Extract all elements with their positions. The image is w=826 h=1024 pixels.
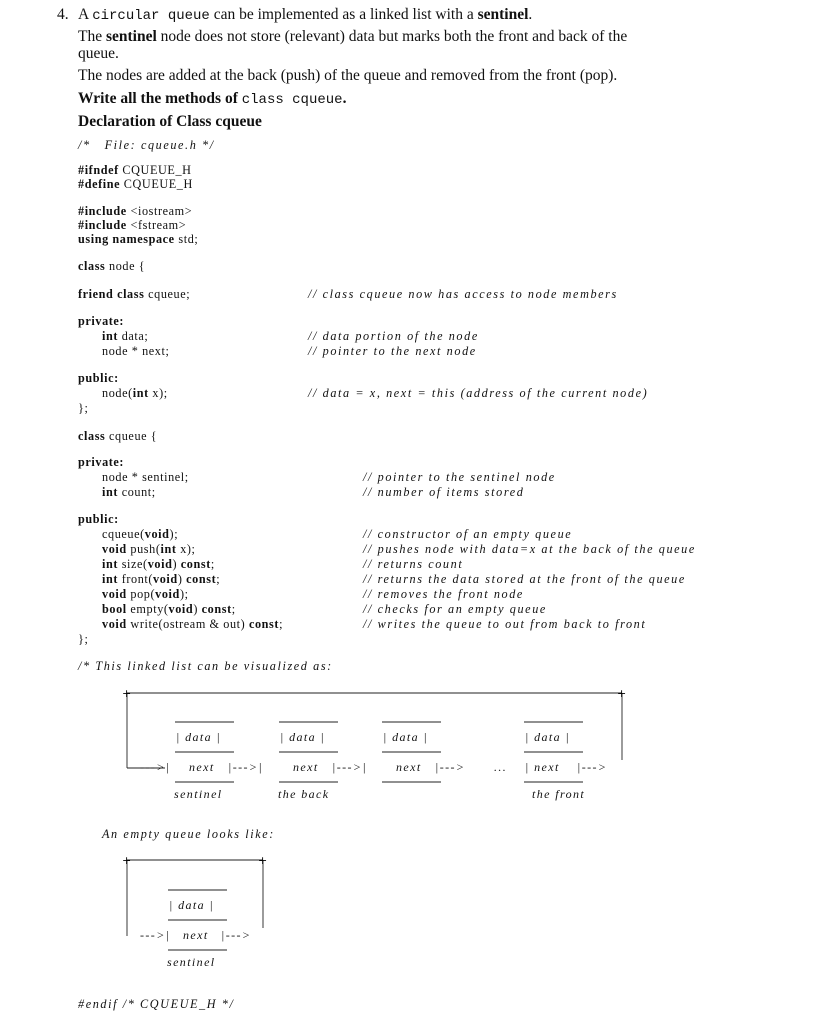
empty-node-next: next — [183, 928, 209, 942]
friend-decl: friend class cqueue; — [78, 287, 191, 301]
node-back-data: | data | — [280, 730, 326, 744]
cqueue-public: public: — [78, 512, 119, 526]
node-sentinel-data: | data | — [176, 730, 222, 744]
cqueue-close: }; — [78, 632, 89, 646]
data-comment: // data portion of the node — [308, 329, 479, 343]
arrow-front-out: |---> — [577, 760, 608, 774]
arrow-into-sentinel: --->| — [140, 760, 171, 774]
intro-line-3: queue. — [78, 45, 119, 62]
method-pop-comment: // removes the front node — [363, 587, 524, 601]
arrow-back-to-middle: |--->| — [332, 760, 368, 774]
method-write-comment: // writes the queue to out from back to front — [363, 617, 647, 631]
method-constructor: cqueue(void); — [102, 527, 179, 541]
node-constructor-comment: // data = x, next = this (address of the current node) — [308, 386, 649, 400]
endif-line: #endif /* CQUEUE_H */ — [78, 997, 235, 1011]
method-push-comment: // pushes node with data=x at the back of the queue — [363, 542, 696, 556]
sentinel-comment: // pointer to the sentinel node — [363, 470, 556, 484]
method-front-comment: // returns the data stored at the front of the queue — [363, 572, 686, 586]
svg-text:+: + — [258, 854, 268, 867]
empty-queue-diagram — [100, 850, 400, 970]
file-comment: /* File: cqueue.h */ — [78, 138, 215, 152]
node-public: public: — [78, 371, 119, 385]
method-front: int front(void) const; — [102, 572, 221, 586]
node-close: }; — [78, 401, 89, 415]
data-member: int data; — [102, 329, 149, 343]
define-line: #define CQUEUE_H — [78, 177, 193, 191]
node-front-data: | data | — [525, 730, 571, 744]
label-sentinel: sentinel — [174, 787, 223, 801]
empty-node-data: | data | — [169, 898, 215, 912]
svg-text:+: + — [122, 854, 132, 867]
sentinel-member: node * sentinel; — [102, 470, 189, 484]
class-cqueue-decl: class cqueue { — [78, 429, 158, 443]
arrow-middle-out: |---> — [435, 760, 466, 774]
ifndef-line: #ifndef CQUEUE_H — [78, 163, 192, 177]
next-member: node * next; — [102, 344, 170, 358]
section-heading: Declaration of Class cqueue — [78, 113, 262, 130]
node-middle-data: | data | — [383, 730, 429, 744]
intro-line-4: The nodes are added at the back (push) of the queue and removed from the front (pop). — [78, 67, 618, 84]
empty-arrow-in: --->| — [140, 928, 171, 942]
label-the-front: the front — [532, 787, 586, 801]
svg-text:+: + — [122, 687, 132, 700]
using-namespace: using namespace std; — [78, 232, 199, 246]
node-constructor: node(int x); — [102, 386, 168, 400]
intro-line-2: The sentinel node does not store (relevant) data but marks both the front and back of the — [78, 28, 628, 45]
task-instruction: Write all the methods of class cqueue. — [78, 90, 347, 108]
empty-label-sentinel: sentinel — [167, 955, 216, 969]
intro-line-1: A circular queue can be implemented as a linked list with a sentinel. — [78, 6, 533, 24]
node-middle-next: next — [396, 760, 422, 774]
include-iostream: #include <iostream> — [78, 204, 193, 218]
ellipsis: ... — [494, 760, 508, 774]
method-write: void write(ostream & out) const; — [102, 617, 284, 631]
node-front-next: | next — [525, 760, 560, 774]
next-comment: // pointer to the next node — [308, 344, 477, 358]
method-push: void push(int x); — [102, 542, 196, 556]
question-number: 4. — [57, 6, 69, 23]
include-fstream: #include <fstream> — [78, 218, 187, 232]
count-member: int count; — [102, 485, 156, 499]
method-constructor-comment: // constructor of an empty queue — [363, 527, 573, 541]
method-empty-comment: // checks for an empty queue — [363, 602, 547, 616]
svg-text:+: + — [617, 687, 627, 700]
label-the-back: the back — [278, 787, 330, 801]
method-size: int size(void) const; — [102, 557, 215, 571]
node-private: private: — [78, 314, 125, 328]
empty-arrow-out: |---> — [221, 928, 252, 942]
arrow-sentinel-to-back: |--->| — [228, 760, 264, 774]
method-empty: bool empty(void) const; — [102, 602, 236, 616]
cqueue-private: private: — [78, 455, 125, 469]
node-back-next: next — [293, 760, 319, 774]
empty-queue-comment: An empty queue looks like: — [102, 827, 275, 841]
count-comment: // number of items stored — [363, 485, 525, 499]
visualization-comment: /* This linked list can be visualized as: — [78, 659, 333, 673]
method-pop: void pop(void); — [102, 587, 189, 601]
friend-comment: // class cqueue now has access to node members — [308, 287, 618, 301]
class-node-decl: class node { — [78, 259, 146, 273]
method-size-comment: // returns count — [363, 557, 464, 571]
node-sentinel-next: next — [189, 760, 215, 774]
